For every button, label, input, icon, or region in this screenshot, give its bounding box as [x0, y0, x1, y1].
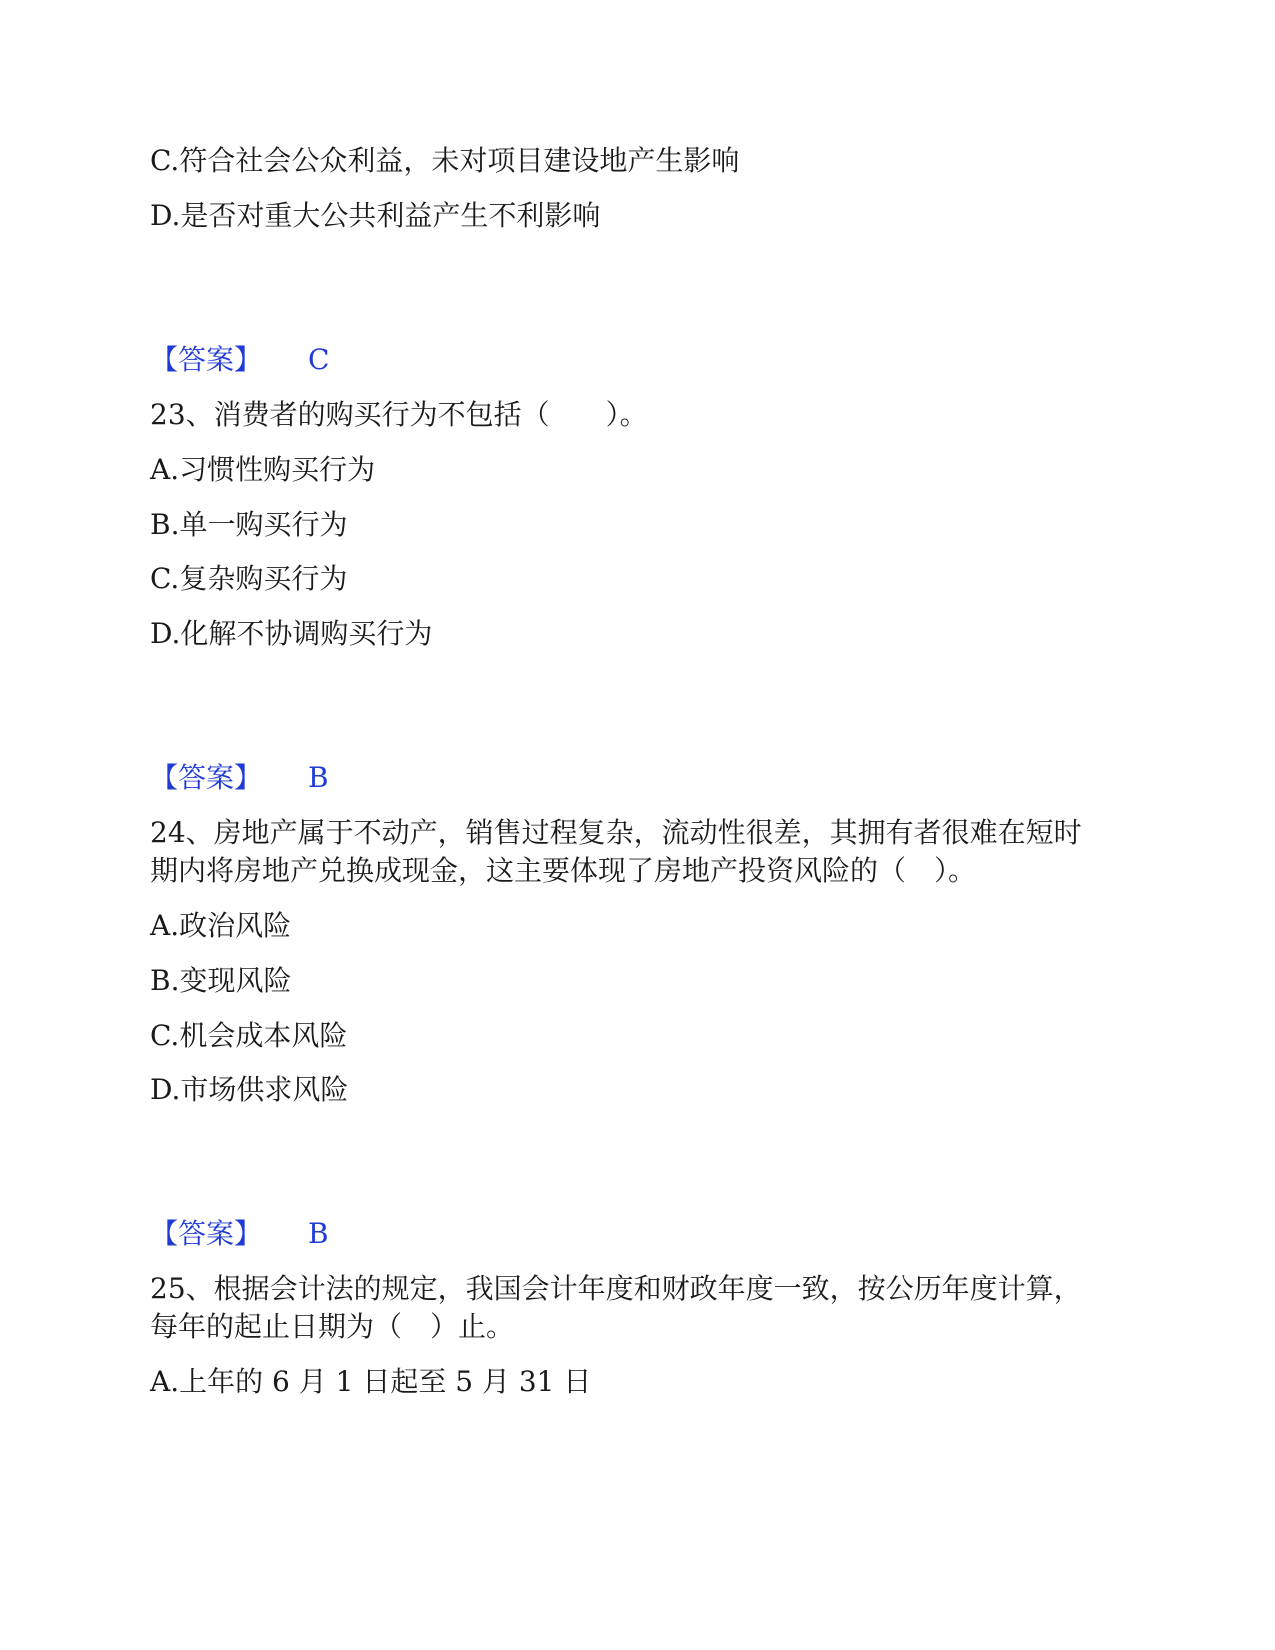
q24-stem-line-2: 期内将房地产兑换成现金，这主要体现了房地产投资风险的（ ）。 [150, 854, 977, 887]
answer-value: B [308, 761, 329, 794]
q23-option-b: B.单一购买行为 [150, 508, 348, 541]
q22-option-c: C.符合社会公众利益，未对项目建设地产生影响 [150, 144, 740, 177]
q23-option-d: D.化解不协调购买行为 [150, 617, 433, 650]
q24-option-b: B.变现风险 [150, 964, 292, 997]
answer-label: 【答案】 [150, 343, 263, 376]
q22-answer [150, 342, 329, 378]
q24-option-c: C.机会成本风险 [150, 1019, 348, 1052]
q22-option-d: D.是否对重大公共利益产生不利影响 [150, 199, 601, 232]
q24-option-d: D.市场供求风险 [150, 1073, 349, 1106]
q23-answer [150, 760, 329, 796]
answer-value: C [308, 343, 330, 376]
q23-option-a: A.习惯性购买行为 [150, 453, 376, 486]
q23-option-c: C.复杂购买行为 [150, 562, 348, 595]
answer-label: 【答案】 [150, 1217, 263, 1250]
answer-label: 【答案】 [150, 761, 263, 794]
q24-option-a: A.政治风险 [150, 909, 292, 942]
answer-value: B [308, 1217, 329, 1250]
q25-stem-line-2: 每年的起止日期为（ ）止。 [150, 1310, 515, 1343]
q25-stem-line-1: 25、根据会计法的规定，我国会计年度和财政年度一致，按公历年度计算， [150, 1272, 1082, 1305]
q25-option-a: A.上年的 6 月 1 日起至 5 月 31 日 [150, 1365, 592, 1398]
q24-answer [150, 1216, 329, 1252]
q23-stem: 23、消费者的购买行为不包括（ ）。 [150, 398, 648, 431]
q24-stem-line-1: 24、房地产属于不动产，销售过程复杂，流动性很差，其拥有者很难在短时 [150, 816, 1082, 849]
